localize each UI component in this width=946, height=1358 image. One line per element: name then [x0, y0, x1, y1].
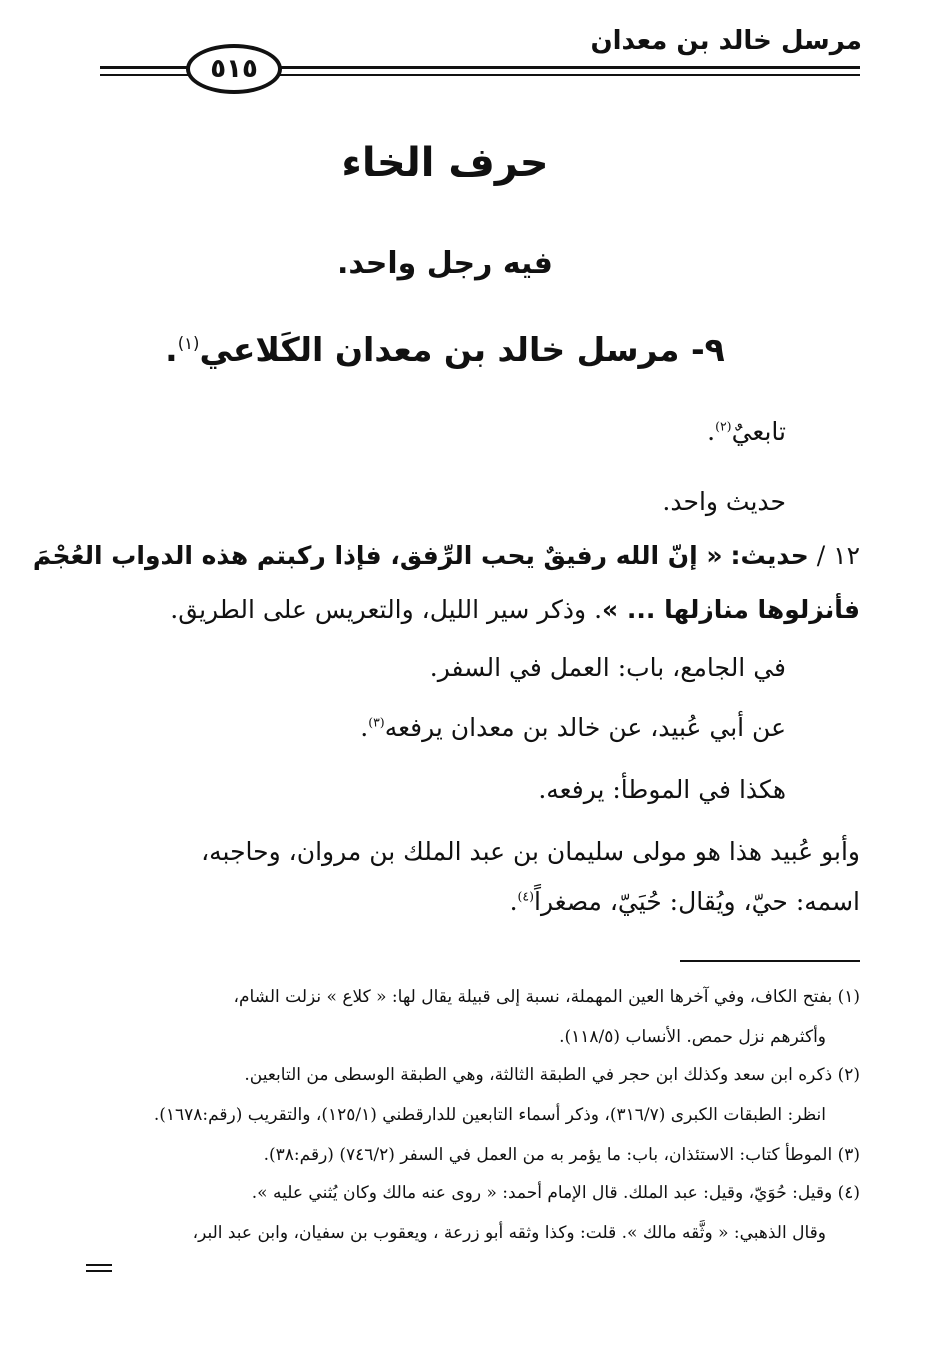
page-number [186, 44, 282, 94]
hadith-number: ١٢ / [816, 541, 860, 570]
footnote-ref-2: (٢) [715, 418, 732, 434]
hadith-line-1 [32, 540, 860, 573]
section-subheading: فيه رجل واحد. [337, 246, 553, 281]
hadith-text-2-bold: فأنزلوها منازلها ... » [602, 595, 860, 624]
footnote-ref-4: (٤) [517, 888, 535, 904]
footnote-4-line-1: (٤) وقيل: حُوَيّ، وقيل: عبد الملك. قال الإمام أحمد: « روى عنه مالك وكان يُثني عليه ». [251, 1183, 860, 1203]
hadith-text-2-rest: . وذكر سير الليل، والتعريس على الطريق. [170, 595, 603, 624]
entry-title-end: . [165, 330, 178, 369]
tabii-text: تابعيٌ [731, 417, 786, 446]
letter-heading: حرف الخاء [341, 140, 549, 186]
footnote-ref-3: (٣) [368, 714, 385, 730]
isnad-end: . [360, 713, 369, 742]
tabii-line [707, 416, 786, 449]
entry-title: ٩- مرسل خالد بن معدان الكَلاعي [199, 330, 725, 369]
abu-ubaid-line-1: وأبو عُبيد هذا هو مولى سليمان بن عبد الملك بن مروان، وحاجبه، [201, 837, 860, 866]
running-title: مرسل خالد بن معدان [590, 26, 862, 56]
footnote-3: (٣) الموطأ كتاب: الاستئذان، باب: ما يؤمر به من العمل في السفر (٧٤٦/٢) (رقم:٣٨). [263, 1145, 860, 1165]
footnote-1-line-2: وأكثرهم نزل حمص. الأنساب (١١٨/٥). [559, 1027, 826, 1047]
abu-ubaid-text-2: اسمه: حيّ، ويُقال: حُيَيّ، مصغراً [534, 887, 860, 916]
isnad-line [360, 712, 786, 745]
isnad-text: عن أبي عُبيد، عن خالد بن معدان يرفعه [384, 713, 786, 742]
page-number-text: ٥١٥ [210, 54, 258, 84]
hadith-label: حديث: [730, 541, 809, 570]
entry-heading [0, 330, 890, 369]
footnote-2-line-1: (٢) ذكره ابن سعد وكذلك ابن حجر في الطبقة الثالثة، وهي الطبقة الوسطى من التابعين. [244, 1065, 860, 1085]
hadith-text-1: « إنّ الله رفيقٌ يحب الرِّفق، فإذا ركبتم هذه الدواب العُجْمَ [32, 541, 723, 570]
abu-ubaid-end: . [509, 887, 518, 916]
continuation-mark [86, 1264, 112, 1272]
footnote-2-line-2: انظر: الطبقات الكبرى (٣١٦/٧)، وذكر أسماء التابعين للدارقطني (١٢٥/١)، والتقريب (رقم:١٦٧٨). [153, 1105, 826, 1125]
footnote-4-line-2: وقال الذهبي: « وثَّقه مالك ». قلت: وكذا وثقه أبو زرعة ، ويعقوب بن سفيان، وابن عبد البر، [192, 1223, 826, 1243]
source-line: في الجامع، باب: العمل في السفر. [429, 653, 786, 682]
hadith-line-2 [170, 594, 860, 627]
tabii-end: . [707, 417, 716, 446]
muwatta-line: هكذا في الموطأ: يرفعه. [538, 775, 786, 804]
footnote-separator [680, 960, 860, 962]
footnote-ref-1: (١) [177, 334, 200, 353]
abu-ubaid-line-2 [510, 886, 860, 919]
hadith-count: حديث واحد. [662, 487, 786, 516]
footnote-1-line-1: (١) بفتح الكاف، وفي آخرها العين المهملة، نسبة إلى قبيلة يقال لها: « كلاع » نزلت الشام، [233, 987, 860, 1007]
